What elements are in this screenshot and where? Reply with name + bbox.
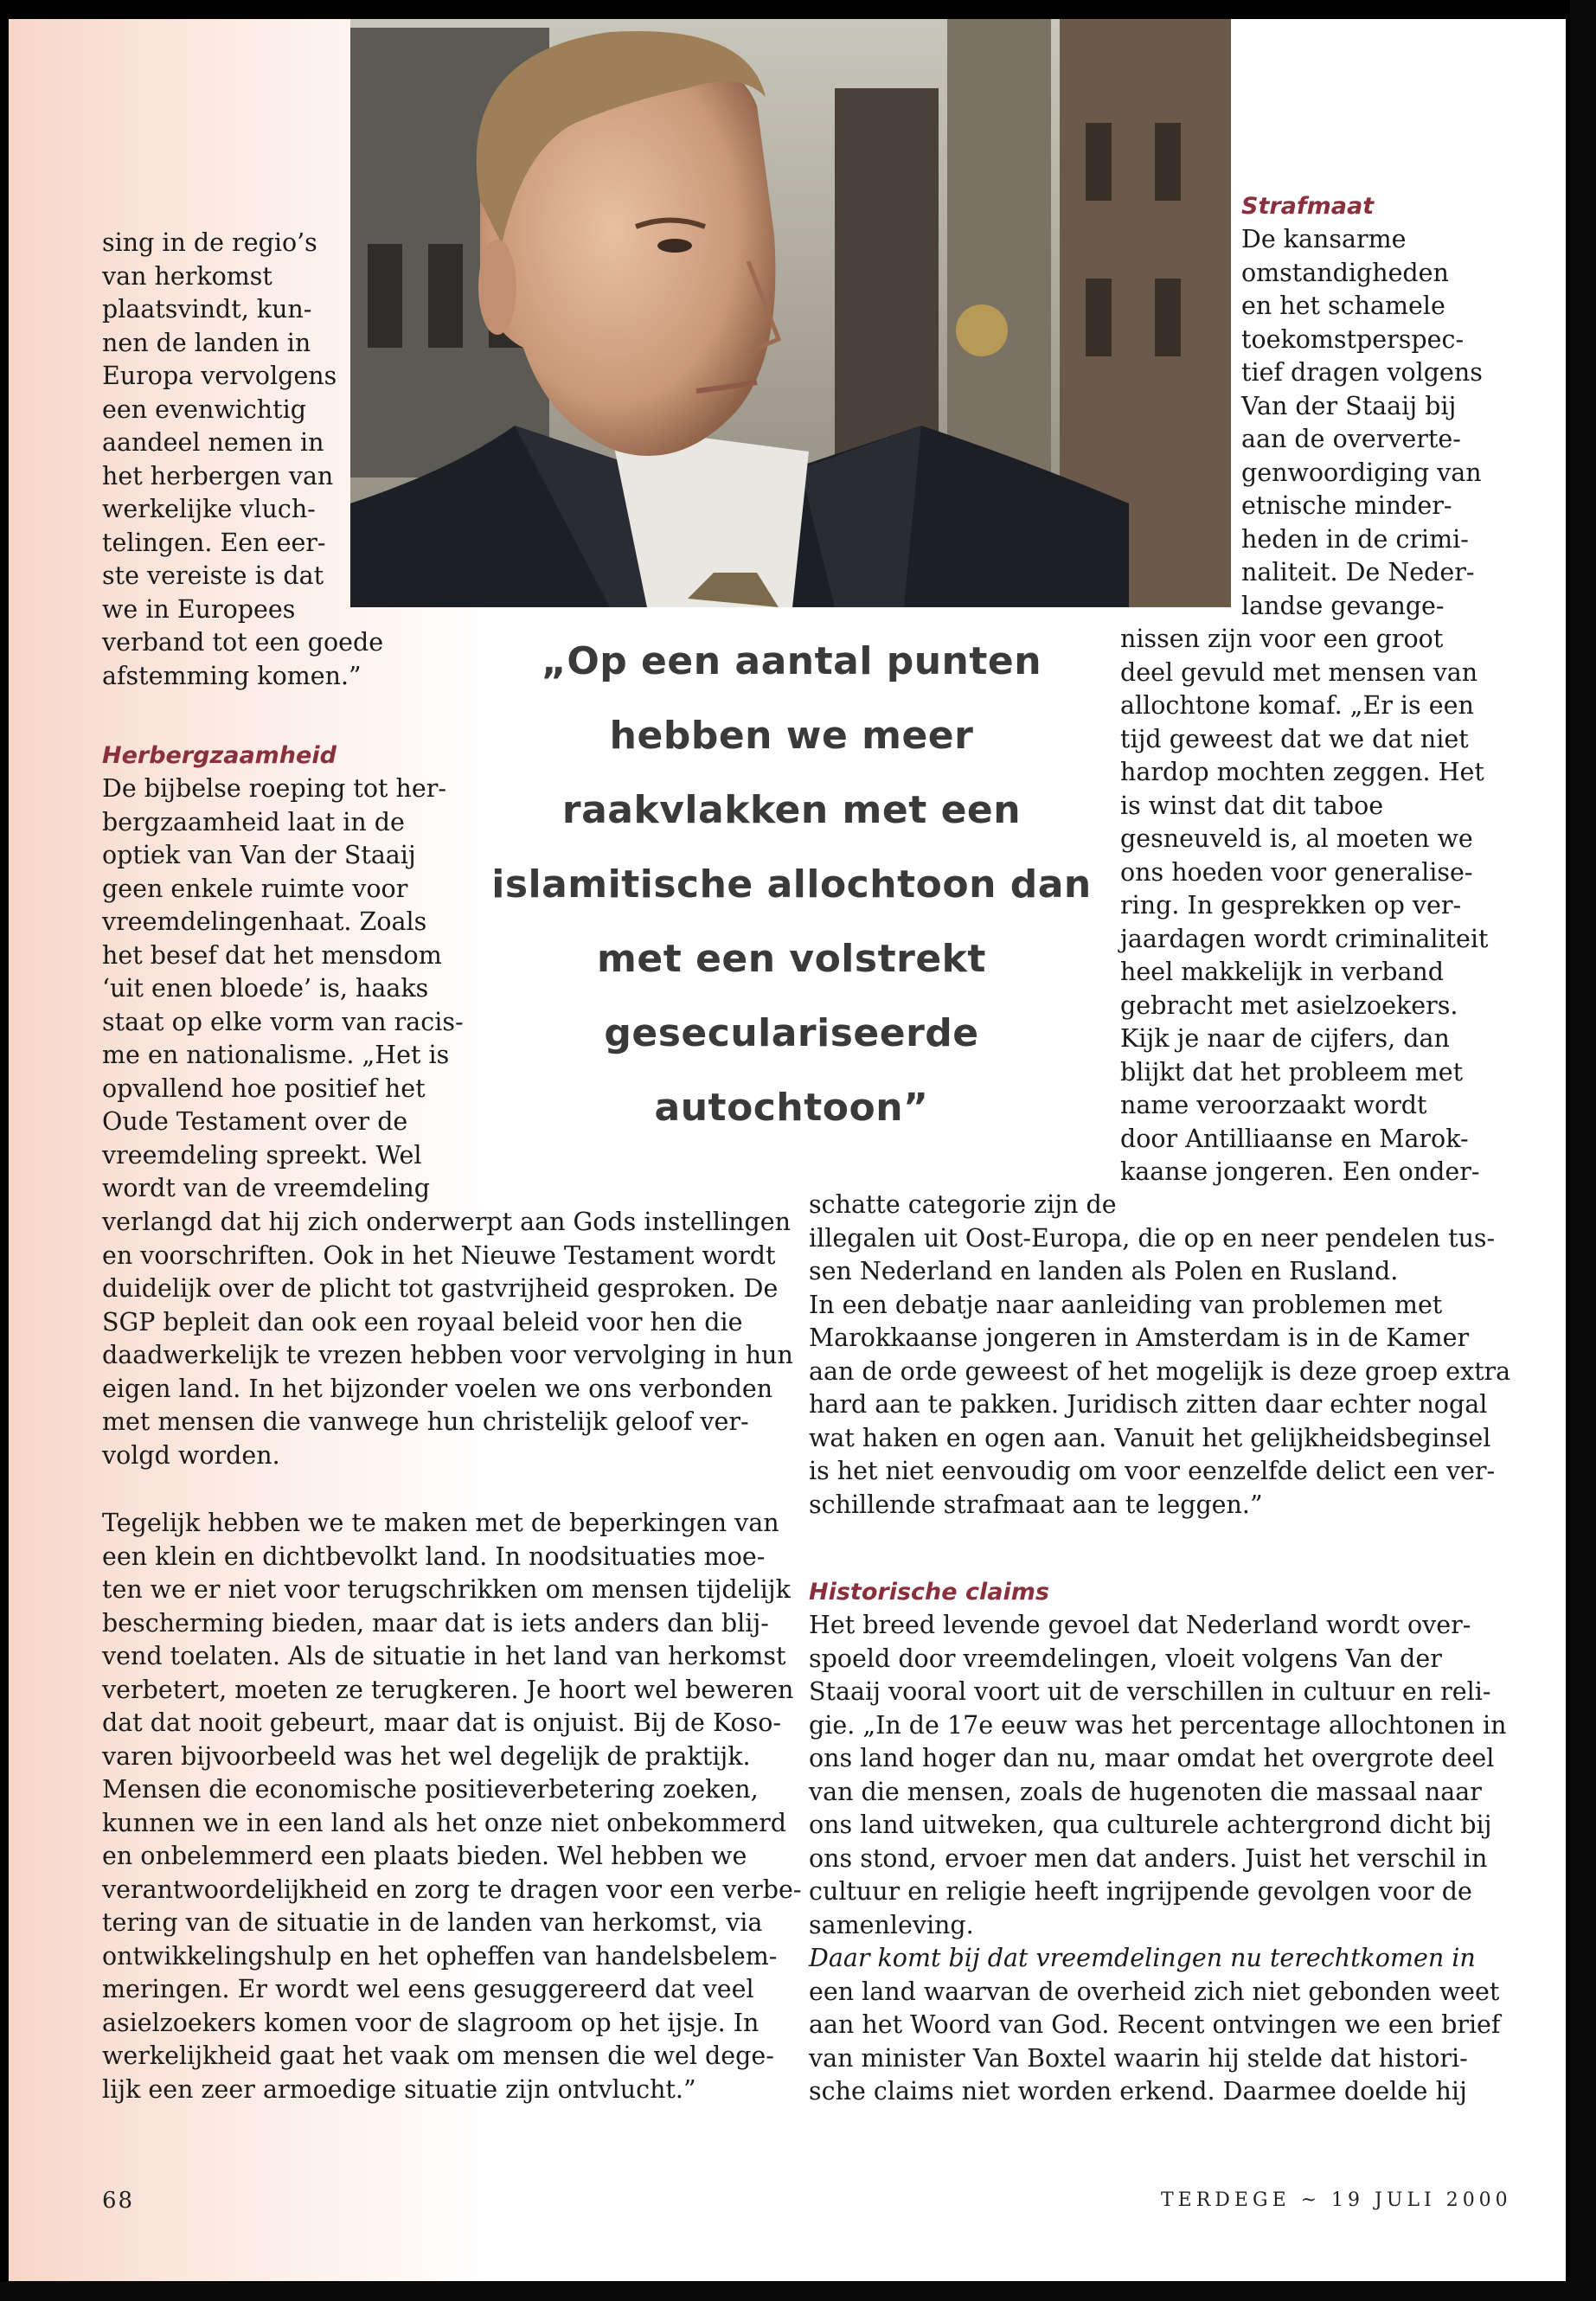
text-line: door Antilliaanse en Marok- — [1120, 1124, 1469, 1153]
text-line: tief dragen volgens — [1241, 358, 1483, 387]
text-line: het herbergen van — [102, 461, 334, 490]
text-line: aandeel nemen in — [102, 428, 324, 457]
magazine-page — [9, 19, 1566, 2281]
text-line: name veroorzaakt wordt — [1120, 1091, 1427, 1119]
text-line: hard aan te pakken. Juridisch zitten daar echter nogal — [809, 1390, 1488, 1419]
text-line: schillende strafmaat aan te leggen.” — [809, 1490, 1263, 1519]
text-line: naliteit. De Neder- — [1241, 558, 1475, 586]
text-line: en voorschriften. Ook in het Nieuwe Testament wordt — [102, 1240, 776, 1270]
text-line: allochtone komaf. „Er is een — [1120, 691, 1474, 720]
text-line: jaardagen wordt criminaliteit — [1120, 924, 1489, 953]
text-line: asielzoekers komen voor de slagroom op het ijsje. In — [102, 2008, 760, 2037]
text-line: De kansarme — [1241, 225, 1407, 253]
text-line: aan de oververte- — [1241, 425, 1461, 453]
text-line: telingen. Een eer- — [102, 528, 326, 557]
portrait-photo — [350, 19, 1231, 607]
text-line: Mensen die economische positieverbetering zoeken, — [102, 1775, 759, 1804]
text-line: ontwikkelingshulp en het opheffen van handelsbelem- — [102, 1941, 778, 1971]
heading-historische-claims: Historische claims — [809, 1579, 1049, 1606]
text-line: volgd worden. — [102, 1440, 280, 1470]
col-left-bottom-text — [102, 1507, 802, 2106]
text-line: Het breed levende gevoel dat Nederland wordt over- — [809, 1611, 1471, 1639]
text-line: illegalen uit Oost-Europa, die op en neer pendelen tus- — [809, 1223, 1496, 1253]
text-line: werkelijke vluch- — [102, 495, 316, 523]
col-left-wide-text — [102, 1206, 793, 1472]
text-line: plaatsvindt, kun- — [102, 295, 312, 324]
text-line: tering van de situatie in de landen van herkomst, via — [102, 1908, 763, 1937]
text-line: een klein en dichtbevolkt land. In noodsituaties moe- — [102, 1541, 766, 1571]
text-line: ons land hoger dan nu, maar omdat het overgrote deel — [809, 1744, 1495, 1772]
text-line: vreemdeling spreekt. Wel — [102, 1140, 422, 1170]
text-line: dat dat nooit gebeurt, maar dat is onjuist. Bij de Koso- — [102, 1708, 782, 1737]
text-line: blijkt dat het probleem met — [1120, 1057, 1464, 1086]
text-line: duidelijk over de plicht tot gastvrijheid gesproken. De — [102, 1274, 779, 1303]
text-line: verband tot een goede — [102, 628, 384, 657]
text-line: wat haken en ogen aan. Vanuit het gelijkheidsbeginsel — [809, 1423, 1491, 1452]
text-line: ons hoeden voor generalise- — [1120, 857, 1473, 887]
text-line: toekomstperspec- — [1241, 324, 1465, 354]
text-line: De bijbelse roeping tot her- — [102, 774, 447, 803]
text-line: een land waarvan de overheid zich niet gebonden weet — [809, 1977, 1500, 2006]
text-line: varen bijvoorbeeld was het wel degelijk de praktijk. — [102, 1741, 751, 1771]
text-line: is winst dat dit taboe — [1120, 791, 1384, 820]
text-line: gebracht met asielzoekers. — [1120, 990, 1458, 1020]
text-line: gesneuveld is, al moeten we — [1120, 824, 1473, 853]
scan-edge-bottom — [0, 2282, 1596, 2301]
text-line: lijk een zeer armoedige situatie zijn ontvlucht.” — [102, 2074, 696, 2104]
text-line: van minister Van Boxtel waarin hij stelde dat histori- — [809, 2043, 1468, 2073]
portrait-illustration — [350, 19, 1231, 607]
text-line: het besef dat het mensdom — [102, 940, 442, 970]
text-line: verbetert, moeten ze terugkeren. Je hoort wel beweren — [102, 1675, 794, 1704]
pull-quote-line: geseculariseerde — [604, 1011, 979, 1055]
scan-edge-right — [1570, 0, 1596, 2301]
text-line: Marokkaanse jongeren in Amsterdam is in de Kamer — [809, 1324, 1470, 1352]
text-line: en onbelemmerd een plaats bieden. Wel hebben we — [102, 1842, 747, 1870]
text-line: vreemdelingenhaat. Zoals — [102, 907, 427, 936]
text-line: ring. In gesprekken op ver- — [1120, 891, 1462, 920]
text-line: hardop mochten zeggen. Het — [1120, 758, 1484, 786]
text-line: afstemming komen.” — [102, 661, 362, 690]
text-line: gie. „In de 17e eeuw was het percentage allochtonen in — [809, 1710, 1507, 1740]
pull-quote-line: hebben we meer — [609, 714, 974, 758]
text-line: meringen. Er wordt wel eens gesuggereerd dat veel — [102, 1975, 754, 2003]
col-right-top-text — [1241, 223, 1483, 623]
pull-quote-line: met een volstrekt — [597, 937, 986, 981]
text-line: bescherming bieden, maar dat is iets anders dan blij- — [102, 1608, 769, 1638]
text-line: Daar komt bij dat vreemdelingen nu terechtkomen in — [809, 1944, 1476, 1972]
text-line: optiek van Van der Staaij — [102, 841, 416, 869]
text-line: schatte categorie zijn de — [809, 1190, 1117, 1219]
text-line: tijd geweest dat we dat niet — [1120, 724, 1469, 753]
text-line: Tegelijk hebben we te maken met de beperkingen van — [102, 1509, 779, 1537]
text-line: me en nationalisme. „Het is — [102, 1041, 450, 1069]
text-line: verlangd dat hij zich onderwerpt aan Gods instellingen — [102, 1208, 791, 1236]
page-number: 68 — [102, 2188, 135, 2214]
text-line: staat op elke vorm van racis- — [102, 1007, 464, 1036]
text-line: is het niet eenvoudig om voor eenzelfde delict een ver- — [809, 1457, 1496, 1485]
text-line: ons land uitweken, qua culturele achtergrond dicht bij — [809, 1811, 1492, 1839]
text-line: bergzaamheid laat in de — [102, 807, 405, 836]
text-line: eigen land. In het bijzonder voelen we ons verbonden — [102, 1374, 773, 1403]
text-line: sing in de regio’s — [102, 228, 317, 257]
text-line: omstandigheden — [1241, 258, 1449, 287]
col-left-top-text — [102, 227, 383, 693]
text-line: ste vereiste is dat — [102, 561, 324, 590]
text-line: een evenwichtig — [102, 394, 306, 424]
text-line: cultuur en religie heeft ingrijpende gevolgen voor de — [809, 1877, 1472, 1906]
text-line: spoeld door vreemdelingen, vloeit volgens Van der — [809, 1644, 1442, 1673]
text-line: deel gevuld met mensen van — [1120, 657, 1478, 687]
text-line: heden in de crimi- — [1241, 524, 1469, 554]
text-line: samenleving. — [809, 1910, 974, 1939]
text-line: kunnen we in een land als het onze niet onbekommerd — [102, 1808, 787, 1837]
text-line: kaanse jongeren. Een onder- — [1120, 1157, 1480, 1186]
text-line: heel makkelijk in verband — [1120, 958, 1445, 986]
pull-quote-line: „Op een aantal punten — [541, 639, 1042, 683]
pull-quote-line: islamitische allochtoon dan — [491, 862, 1092, 907]
text-line: In een debatje naar aanleiding van problemen met — [809, 1290, 1443, 1319]
text-line: we in Europees — [102, 594, 296, 624]
text-line: verantwoordelijkheid en zorg te dragen voor een verbe- — [102, 1875, 802, 1904]
text-line: werkelijkheid gaat het vaak om mensen die wel dege- — [102, 2041, 774, 2070]
pull-quote-line: raakvlakken met een — [561, 788, 1022, 832]
text-line: ‘uit enen bloede’ is, haaks — [102, 974, 429, 1003]
text-line: sen Nederland en landen als Polen en Rusland. — [809, 1257, 1399, 1285]
text-line: en het schamele — [1241, 292, 1445, 320]
text-line: Van der Staaij bij — [1241, 391, 1457, 420]
text-line: van herkomst — [102, 261, 272, 291]
text-line: Oude Testament over de — [102, 1107, 408, 1136]
heading-strafmaat: Strafmaat — [1241, 193, 1375, 220]
text-line: met mensen die vanwege hun christelijk geloof ver- — [102, 1407, 749, 1436]
pull-quote-line: autochtoon” — [654, 1086, 929, 1130]
text-line: genwoordiging van — [1241, 458, 1482, 487]
text-line: aan het Woord van God. Recent ontvingen we een brief — [809, 2010, 1501, 2039]
text-line: vend toelaten. Als de situatie in het land van herkomst — [102, 1642, 786, 1670]
text-line: Europa vervolgens — [102, 362, 337, 390]
text-line: opvallend hoe positief het — [102, 1074, 426, 1103]
text-line: van die mensen, zoals de hugenoten die massaal naar — [809, 1777, 1482, 1806]
text-line: nissen zijn voor een groot — [1120, 625, 1444, 653]
text-line: etnische minder- — [1241, 491, 1452, 520]
text-line: geen enkele ruimte voor — [102, 874, 408, 903]
col-left-mid-text — [102, 772, 464, 1206]
text-line: landse gevange- — [1241, 591, 1445, 620]
text-line: wordt van de vreemdeling — [102, 1174, 431, 1202]
text-line: sche claims niet worden erkend. Daarmee doelde hij — [809, 2077, 1467, 2106]
text-line: Staaij vooral voort uit de verschillen in cultuur en reli- — [809, 1677, 1491, 1706]
pull-quote — [463, 625, 1120, 1145]
text-line: ons stond, ervoer men dat anders. Juist het verschil in — [809, 1843, 1488, 1873]
text-line: SGP bepleit dan ook een royaal beleid voor hen die — [102, 1307, 743, 1336]
text-line: Kijk je naar de cijfers, dan — [1120, 1024, 1450, 1053]
text-line: nen de landen in — [102, 328, 311, 357]
col-right-mid-text — [1120, 623, 1488, 1189]
publication-footer: TERDEGE ~ 19 JULI 2000 — [1161, 2189, 1512, 2211]
text-line: daadwerkelijk te vrezen hebben voor vervolging in hun — [102, 1341, 793, 1369]
text-line: ten we er niet voor terugschrikken om mensen tijdelijk — [102, 1575, 791, 1604]
col-right-wide-text — [809, 1189, 1510, 1522]
text-line: aan de orde geweest of het mogelijk is deze groep extra — [809, 1356, 1511, 1386]
heading-herbergzaamheid: Herbergzaamheid — [102, 742, 337, 769]
col-right-bottom-text — [809, 1609, 1506, 2109]
